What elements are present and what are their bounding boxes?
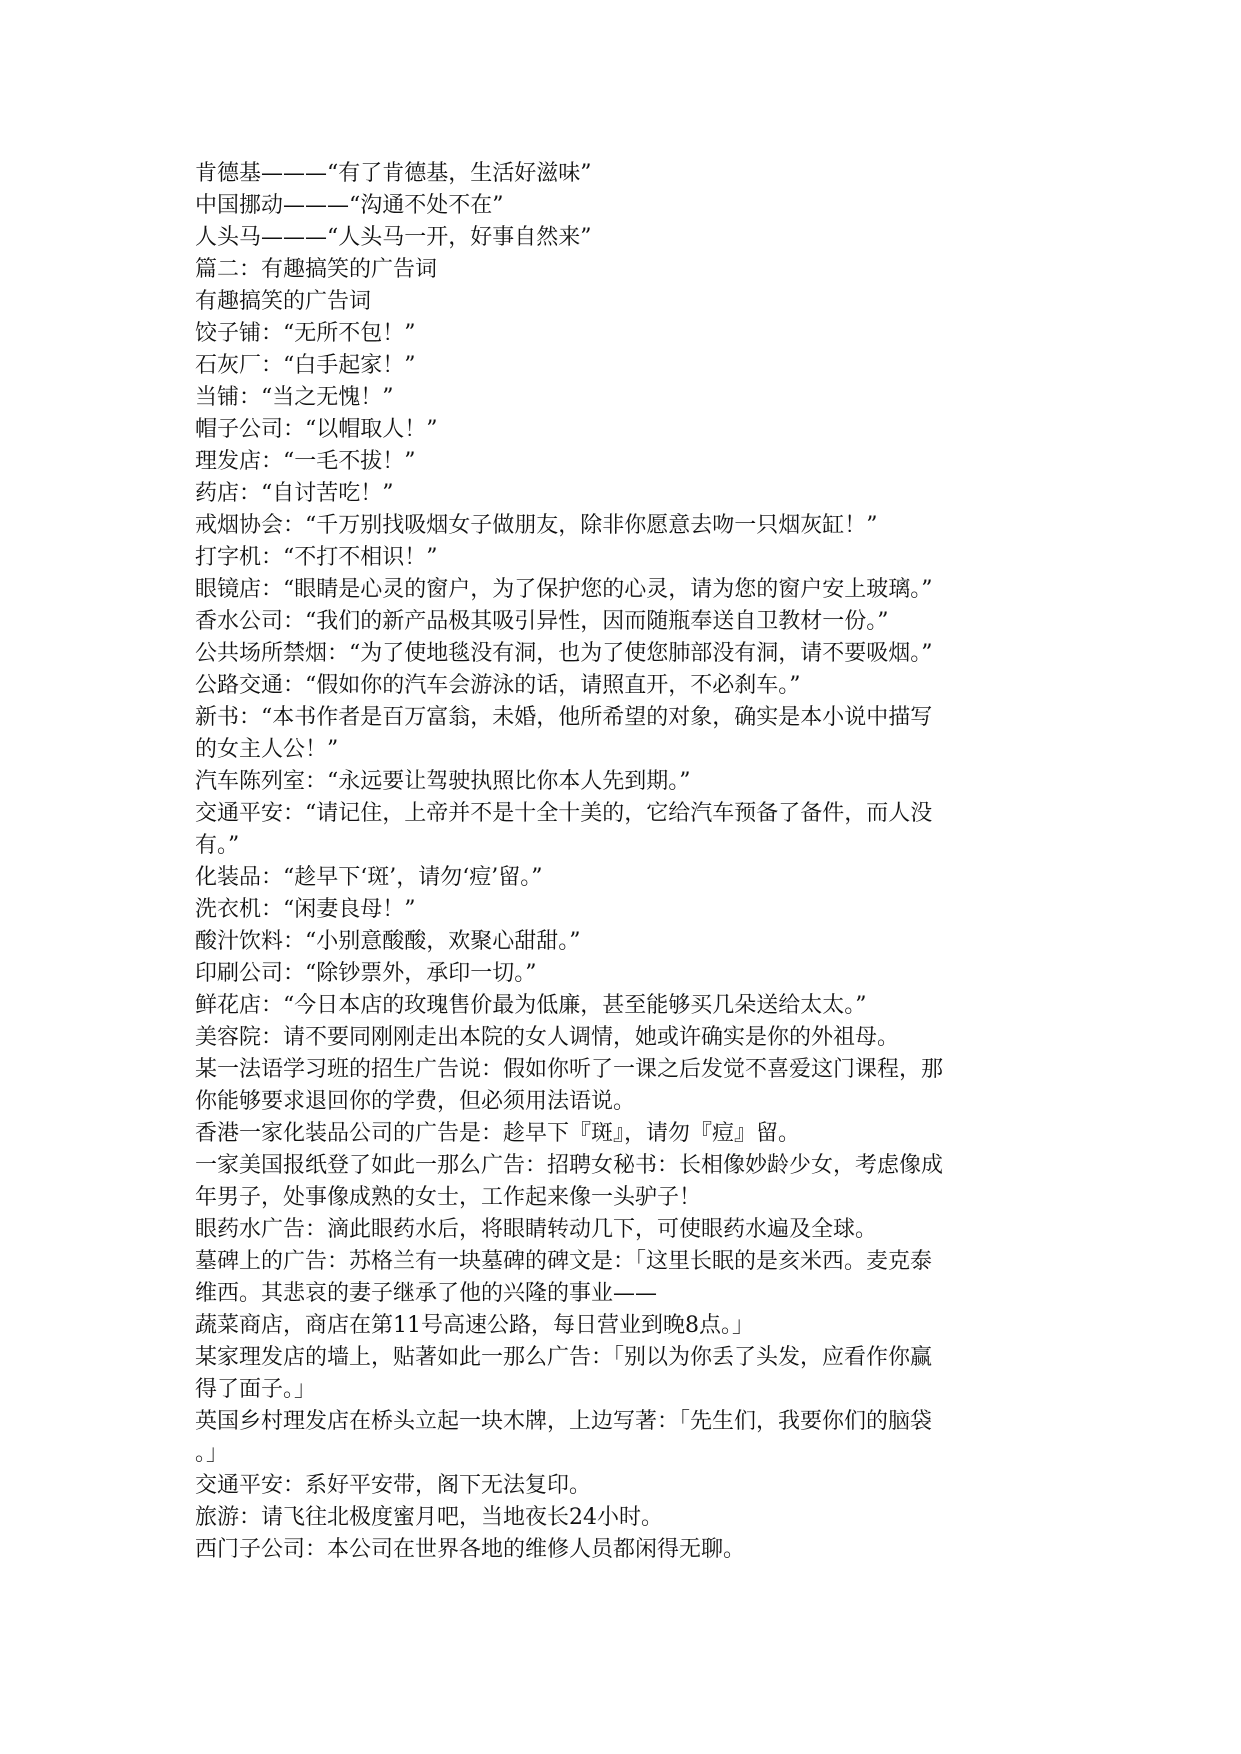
text-line: 人头马———“人头马一开，好事自然来” (195, 225, 592, 250)
text-line: 眼药水广告：滴此眼药水后，将眼睛转动几下，可使眼药水遍及全球。 (195, 1217, 878, 1242)
text-line: 你能够要求退回你的学费，但必须用法语说。 (195, 1089, 636, 1114)
text-line: 香水公司：“我们的新产品极其吸引异性，因而随瓶奉送自卫教材一份。” (195, 609, 889, 634)
text-line: 饺子铺：“无所不包！” (195, 321, 416, 346)
section-heading: 篇二：有趣搞笑的广告词 (195, 257, 438, 282)
text-line: 药店：“自讨苦吃！” (195, 481, 394, 506)
text-line: 印刷公司：“除钞票外，承印一切。” (195, 961, 537, 986)
text-line: 酸汁饮料：“小别意酸酸，欢聚心甜甜。” (195, 929, 581, 954)
text-line: 帽子公司：“以帽取人！” (195, 417, 438, 442)
text-line: 公路交通：“假如你的汽车会游泳的话，请照直开，不必刹车。” (195, 673, 801, 698)
text-line: 洗衣机：“闲妻良母！” (195, 897, 416, 922)
text-line: 的女主人公！” (195, 737, 339, 762)
text-line: 当铺：“当之无愧！” (195, 385, 394, 410)
text-line: 蔬菜商店，商店在第11号高速公路，每日营业到晚8点。」 (195, 1313, 754, 1338)
text-line: 新书：“本书作者是百万富翁，未婚，他所希望的对象，确实是本小说中描写 (195, 705, 933, 730)
text-line: 肯德基———“有了肯德基，生活好滋味” (195, 161, 592, 186)
text-line: 旅游：请飞往北极度蜜月吧，当地夜长24小时。 (195, 1505, 663, 1530)
text-line: 眼镜店：“眼睛是心灵的窗户，为了保护您的心灵，请为您的窗户安上玻璃。” (195, 577, 933, 602)
text-line: 理发店：“一毛不拔！” (195, 449, 416, 474)
text-line: 。」 (195, 1441, 229, 1466)
text-line: 交通平安：“请记住，上帝并不是十全十美的，它给汽车预备了备件，而人没 (195, 801, 933, 826)
text-line: 得了面子。」 (195, 1377, 317, 1402)
section-title: 有趣搞笑的广告词 (195, 289, 372, 314)
text-line: 某家理发店的墙上，贴著如此一那么广告：「别以为你丢了头发，应看作你赢 (195, 1345, 933, 1370)
text-line: 墓碑上的广告：苏格兰有一块墓碑的碑文是：「这里长眠的是亥米西。麦克泰 (195, 1249, 933, 1274)
text-line: 打字机：“不打不相识！” (195, 545, 438, 570)
text-line: 年男子，处事像成熟的女士，工作起来像一头驴子！ (195, 1185, 702, 1210)
text-line: 中国挪动———“沟通不处不在” (195, 193, 504, 218)
text-line: 戒烟协会：“千万别找吸烟女子做朋友，除非你愿意去吻一只烟灰缸！” (195, 513, 878, 538)
text-line: 美容院：请不要同刚刚走出本院的女人调情，她或许确实是你的外祖母。 (195, 1025, 900, 1050)
text-line: 英国乡村理发店在桥头立起一块木牌，上边写著：「先生们，我要你们的脑袋 (195, 1409, 933, 1434)
text-line: 香港一家化装品公司的广告是：趁早下『斑』，请勿『痘』留。 (195, 1121, 801, 1146)
text-line: 维西。其悲哀的妻子继承了他的兴隆的事业—— (195, 1281, 658, 1306)
text-line: 化装品：“趁早下‘斑’，请勿‘痘’留。” (195, 865, 543, 890)
document-body (195, 158, 1055, 1566)
text-line: 鲜花店：“今日本店的玫瑰售价最为低廉，甚至能够买几朵送给太太。” (195, 993, 867, 1018)
text-line: 有。” (195, 833, 240, 858)
text-line: 西门子公司：本公司在世界各地的维修人员都闲得无聊。 (195, 1537, 746, 1562)
text-line: 汽车陈列室：“永远要让驾驶执照比你本人先到期。” (195, 769, 691, 794)
text-line: 石灰厂：“白手起家！” (195, 353, 416, 378)
text-line: 一家美国报纸登了如此一那么广告：招聘女秘书：长相像妙龄少女，考虑像成 (195, 1153, 944, 1178)
text-line: 交通平安：系好平安带，阁下无法复印。 (195, 1473, 592, 1498)
text-line: 公共场所禁烟：“为了使地毯没有洞，也为了使您肺部没有洞，请不要吸烟。” (195, 641, 933, 666)
text-line: 某一法语学习班的招生广告说：假如你听了一课之后发觉不喜爱这门课程，那 (195, 1057, 944, 1082)
